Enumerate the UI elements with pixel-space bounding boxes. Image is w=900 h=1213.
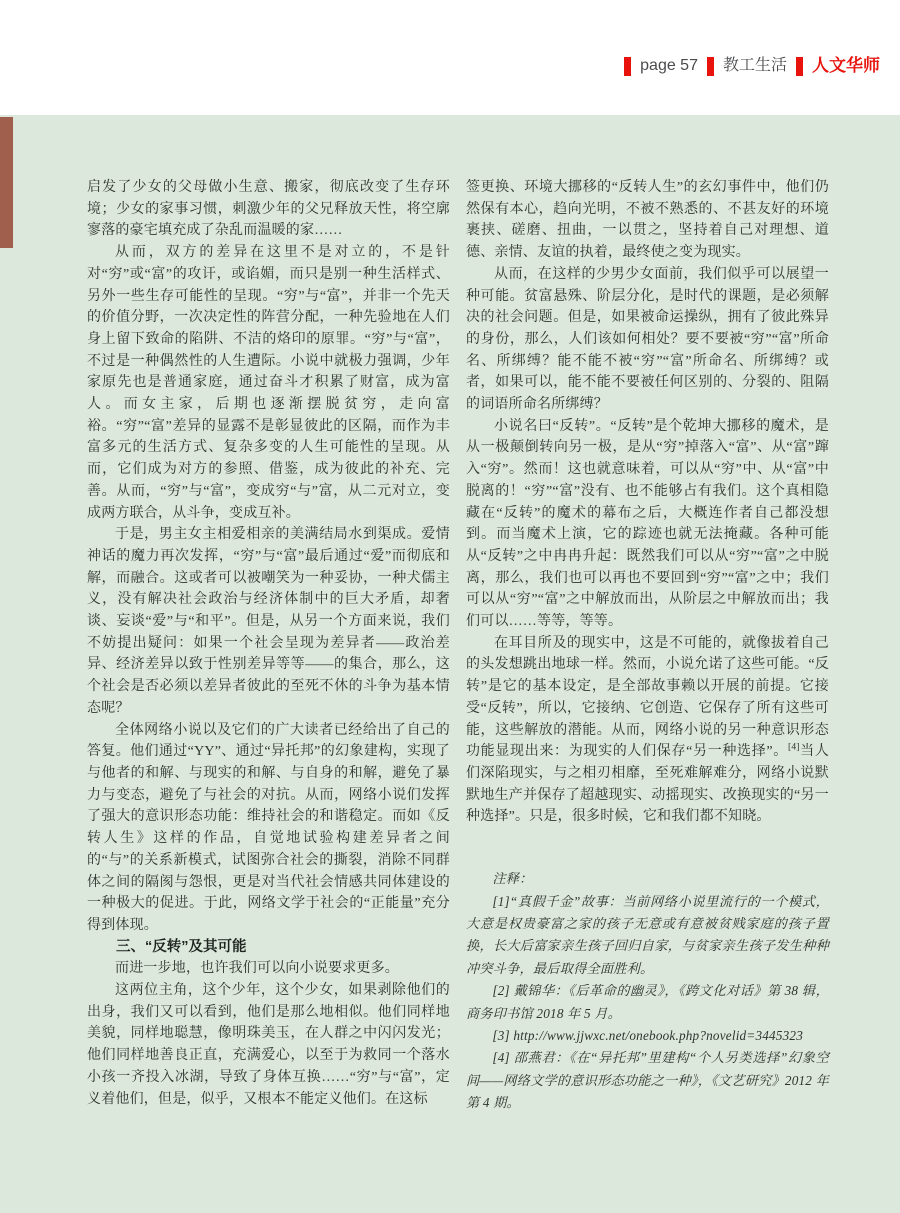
page-number-label: page 57 xyxy=(640,57,698,74)
red-bar-icon xyxy=(624,57,631,76)
note-item: [4] 邵燕君：《在“异托邦”里建构“个人另类选择”幻象空间——网络文学的意识形态功能之一种》，《文艺研究》2012 年第 4 期。 xyxy=(466,1050,829,1111)
page-header xyxy=(624,55,880,77)
brand-label: 人文华师 xyxy=(812,56,880,75)
paragraph-text: 当人们深陷现实，与之相刃相靡，至死难解难分，网络小说默默地生产并保存了超越现实、动摇现实、改换现实的“另一种选择”。只是，很多时候，它和我们都不知晓。 xyxy=(466,744,829,825)
notes-section xyxy=(466,868,829,1114)
red-bar-icon xyxy=(707,57,714,76)
paragraph: 小说名曰“反转”。“反转”是个乾坤大挪移的魔术，是从一极颠倒转向另一极，是从“穷”掉落入“富”、从“富”蹿入“穷”。然而！这也就意味着，可以从“穷”中、从“富”中脱离的！“穷”“富”没有、也不能够占有我们。这个真相隐藏在“反转”的魔术的幕布之后，大概连作者自己都没想到。而当魔术上演，它的踪迹也就无法掩藏。各种可能从“反转”之中冉冉升起：既然我们可以从“穷”“富”之中脱离，那么，我们也可以再也不要回到“穷”“富”之中；我们可以从“穷”“富”之中解放而出，从阶层之中解放而出；我们可以……等等，等等。 xyxy=(466,418,829,630)
paragraph: 而进一步地，也许我们可以向小说要求更多。 xyxy=(115,961,399,977)
article-body xyxy=(87,177,830,1115)
notes-title: 注释： xyxy=(492,871,533,887)
page-background xyxy=(0,115,900,1213)
paragraph: 启发了少女的父母做小生意、搬家，彻底改变了生存环境；少女的家事习惯，刺激少年的父兄释放天性，将空廓寥落的豪宅填充成了杂乱而温暖的家…… xyxy=(87,180,450,239)
spine-marker-bar xyxy=(0,117,13,248)
paragraph: 这两位主角，这个少年，这个少女，如果剥除他们的出身，我们又可以看到，他们是那么地相似。他们同样地美貌，同样地聪慧，像明珠美玉，在人群之中闪闪发光；他们同样地善良正直，充满爱心，以至于为救同一个落水小孩一齐投入冰湖，导致了身体互换……“穷”与“富”，定义着他们，但是，似乎，又根本不能定义他们。在这标 xyxy=(87,983,450,1107)
paragraph: 于是，男主女主相爱相亲的美满结局水到渠成。爱情神话的魔力再次发挥，“穷”与“富”最后通过“爱”而彻底和解，而融合。这或者可以被嘲笑为一种妥协，一种犬儒主义，没有解决社会政治与经济体制中的巨大矛盾，却奢谈、妄谈“爱”与“和平”。但是，从另一个方面来说，我们不妨提出疑问：如果一个社会呈现为差异者——政治差异、经济差异以致于性别差异等等——的集合，那么，这个社会是否必须以差异者彼此的至死不休的斗争为基本情态呢？ xyxy=(87,527,450,716)
note-item: [2] 戴锦华：《后革命的幽灵》，《跨文化对话》第 38 辑，商务印书馆 2018 年 5 月。 xyxy=(466,983,829,1021)
footnote-ref: [4] xyxy=(787,742,800,753)
paragraph: 从而，在这样的少男少女面前，我们似乎可以展望一种可能。贫富悬殊、阶层分化，是时代的课题，是必须解决的社会问题。但是，如果被命运操纵，拥有了彼此殊异的身份，那么，人们该如何相处？要不要被“穷”“富”所命名、所绑缚？能不能不被“穷”“富”所命名、所绑缚？或者，如果可以，能不能不要被任何区别的、分裂的、阻隔的词语所命名所绑缚？ xyxy=(466,266,829,413)
paragraph: 从而，双方的差异在这里不是对立的，不是针对“穷”或“富”的攻讦，或谄媚，而只是别一种生活样式、另外一些生存可能性的呈现。“穷”与“富”，并非一个先天的价值分野，一次决定性的阵营分配，一种先验地在人们身上留下致命的陷阱、不洁的烙印的原罪。“穷”与“富”，不过是一种偶然性的人生遭际。小说中就极力强调，少年家原先也是普通家庭，通过奋斗才积累了财富，成为富人。而女主家，后期也逐渐摆脱贫穷，走向富裕。“穷”“富”差异的显露不是彰显彼此的区隔，而作为丰富多元的生活方式、复杂多变的人生可能性的呈现。从而，它们成为对方的参照、借鉴，成为彼此的补充、完善。从而，“穷”与“富”，变成穷“与”富，从二元对立，变成两方联合，从斗争，变成互补。 xyxy=(87,245,450,521)
note-item: [3] http://www.jjwxc.net/onebook.php?novelid=3445323 xyxy=(492,1027,804,1043)
left-column xyxy=(87,177,450,1115)
note-item: [1]“真假千金”故事：当前网络小说里流行的一个模式，大意是权贵豪富之家的孩子无意或有意被贫贱家庭的孩子置换，长大后富家亲生孩子回归自家，与贫家亲生孩子发生种种冲突斗争，最后取得全面胜利。 xyxy=(466,893,829,976)
paragraph xyxy=(466,633,829,828)
right-column xyxy=(466,177,829,1115)
paragraph: 签更换、环境大挪移的“反转人生”的玄幻事件中，他们仍然保有本心，趋向光明，不被不熟悉的、不甚友好的环境裹挟、磋磨、扭曲，一以贯之，坚持着自己对理想、道德、亲情、友谊的执着，最终使之变为现实。 xyxy=(466,180,829,261)
section-heading: 三、“反转”及其可能 xyxy=(116,938,247,955)
paragraph: 全体网络小说以及它们的广大读者已经给出了自己的答复。他们通过“YY”、通过“异托邦”的幻象建构，实现了与他者的和解、与现实的和解、与自身的和解，避免了暴力与变态，避免了与社会的对抗。从而，网络小说们发挥了强大的意识形态功能：维持社会的和谐稳定。而如《反转人生》这样的作品，自觉地试验构建差异者之间的“与”的关系新模式，试图弥合社会的撕裂，消除不同群体之间的隔阂与怨恨，更是对当代社会情感共同体建设的一种极大的促进。于此，网络文学于社会的“正能量”充分得到体现。 xyxy=(87,722,450,933)
paragraph-text: 在耳目所及的现实中，这是不可能的，就像拔着自己的头发想跳出地球一样。然而，小说允诺了这些可能。“反转”是它的基本设定，是全部故事赖以开展的前提。它接受“反转”，所以，它接纳、它创造、它保存了所有这些可能，这些解放的潜能。从而，网络小说的另一种意识形态功能显现出来：为现实的人们保存“另一种选择”。 xyxy=(466,635,829,760)
red-bar-icon xyxy=(796,57,803,76)
section-label: 教工生活 xyxy=(722,57,787,74)
